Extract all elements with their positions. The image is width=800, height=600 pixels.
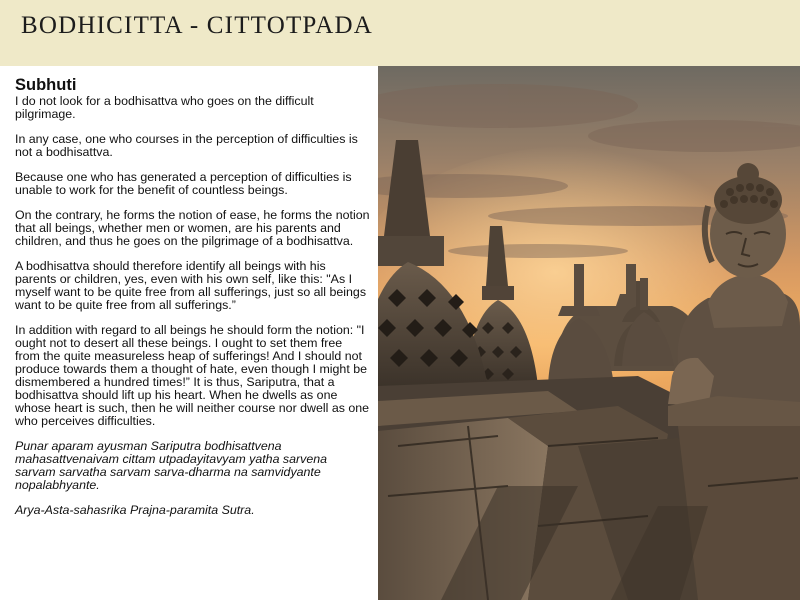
- paragraph: A bodhisattva should therefore identify all beings with his parents or children, yes, even with his own self, like this: "As I myself want to be quite free from all sufferings, just so all beings want to be quite free from all sufferings.”: [15, 259, 367, 312]
- paragraph: In addition with regard to all beings he should form the notion: "I ought not to desert all these beings. I ought to set them free from the quite measureless heap of sufferings! And I should not produce towards them a thought of hate, even though I might be dismembered a hundred times!” It is thus, Sariputra, that a bodhisattva should lift up his heart. When he dwells as one whose heart is such, then he will neither course nor dwell as one who perceives difficulties.: [15, 323, 370, 428]
- header-bar: [0, 0, 800, 66]
- paragraph: On the contrary, he forms the notion of ease, he forms the notion that all beings, whether men or women, are his parents and children, and thus he goes on the pilgrimage of a bodhisattva.: [15, 208, 370, 248]
- paragraph: In any case, one who courses in the perception of difficulties is not a bodhisattva.: [15, 132, 358, 159]
- text-column: [15, 76, 370, 529]
- paragraph: I do not look for a bodhisattva who goes on the difficult pilgrimage.: [15, 94, 314, 121]
- sanskrit-quote: Punar aparam ayusman Sariputra bodhisattvena mahasattvenaivam cittam utpadayitavyam yatha sarvena sarvam sarvatha sarvam sarva-dharma na samvidyante nopalabhyante.: [15, 439, 327, 492]
- borobudur-buddha-photo: [378, 66, 800, 600]
- paragraph: Because one who has generated a perception of difficulties is unable to work for the benefit of countless beings.: [15, 170, 352, 197]
- speaker-heading: Subhuti: [15, 76, 77, 94]
- source-citation: Arya-Asta-sahasrika Prajna-paramita Sutra.: [15, 503, 255, 517]
- page-title: BODHICITTA - CITTOTPADA: [21, 12, 373, 39]
